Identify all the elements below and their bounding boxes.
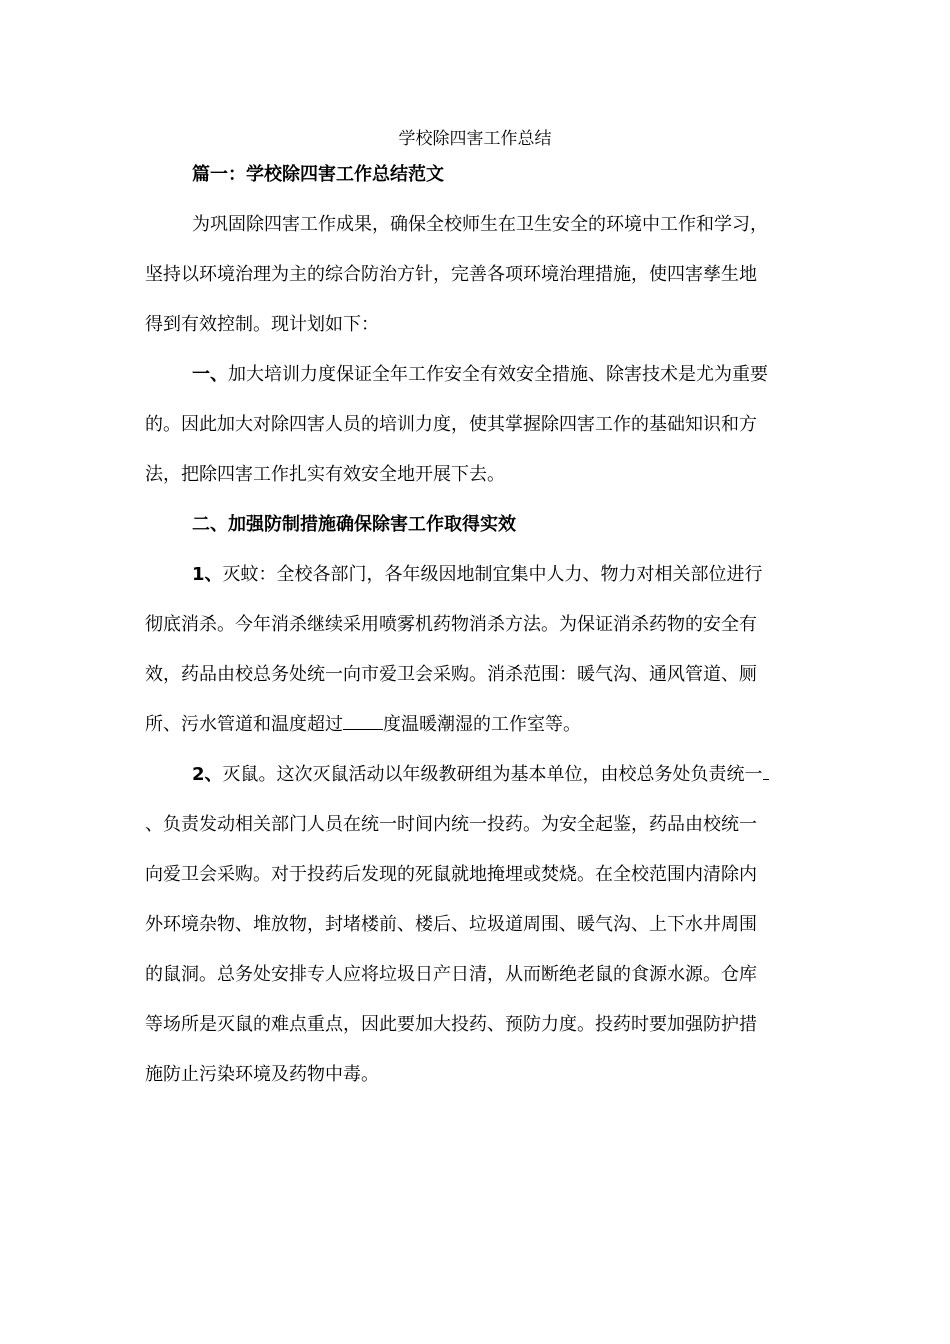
sub2-line-4: 外环境杂物、堆放物，封堵楼前、楼后、垃圾道周围、暖气沟、上下水井周围 xyxy=(145,914,757,935)
sub2-line-6: 等场所是灭鼠的难点重点，因此要加大投药、预防力度。投药时要加强防护措 xyxy=(145,1014,757,1035)
sub2-line-2: 、负责发动相关部门人员在统一时间内统一投药。为安全起鉴，药品由校统一 xyxy=(145,814,757,835)
trailing-underline xyxy=(763,763,769,780)
sub1-line-4 xyxy=(145,712,581,738)
item1-text-1: 加大培训力度保证全年工作安全有效安全措施、除害技术是尤为重要 xyxy=(228,364,768,385)
sub1-line-2: 彻底消杀。今年消杀继续采用喷雾机药物消杀方法。为保证消杀药物的安全有 xyxy=(145,614,757,635)
sub1-line-1 xyxy=(192,562,763,588)
document-title: 学校除四害工作总结 xyxy=(398,129,552,149)
section-heading: 篇一：学校除四害工作总结范文 xyxy=(192,164,444,185)
sub2-line-1 xyxy=(192,762,769,788)
sub2-label: 2、 xyxy=(192,764,223,785)
sub2-text-1: 灭鼠。这次灭鼠活动以年级教研组为基本单位，由校总务处负责统一 xyxy=(222,764,763,785)
item1-line-1 xyxy=(192,362,768,388)
intro-line-3: 得到有效控制。现计划如下： xyxy=(145,314,379,335)
item2-heading: 二、加强防制措施确保除害工作取得实效 xyxy=(192,514,516,535)
sub1-label: 1、 xyxy=(192,564,223,585)
sub2-line-5: 的鼠洞。总务处安排专人应将垃圾日产日清，从而断绝老鼠的食源水源。仓库 xyxy=(145,964,757,985)
intro-line-1: 为巩固除四害工作成果，确保全校师生在卫生安全的环境中工作和学习， xyxy=(192,214,768,235)
item1-line-2: 的。因此加大对除四害人员的培训力度，使其掌握除四害工作的基础知识和方 xyxy=(145,414,757,435)
sub2-line-7: 施防止污染环境及药物中毒。 xyxy=(145,1064,379,1085)
sub1-line-3: 效，药品由校总务处统一向市爱卫会采购。消杀范围：暖气沟、通风管道、厕 xyxy=(145,664,757,685)
blank-underline xyxy=(343,713,383,730)
item1-label: 一、 xyxy=(192,364,228,385)
sub1-last-before: 所、污水管道和温度超过 xyxy=(145,714,343,735)
sub1-last-after: 度温暖潮湿的工作室等。 xyxy=(383,714,581,735)
sub1-text-1: 灭蚊：全校各部门，各年级因地制宜集中人力、物力对相关部位进行 xyxy=(222,564,763,585)
item1-line-3: 法，把除四害工作扎实有效安全地开展下去。 xyxy=(145,464,505,485)
sub2-line-3: 向爱卫会采购。对于投药后发现的死鼠就地掩埋或焚烧。在全校范围内清除内 xyxy=(145,864,757,885)
intro-line-2: 坚持以环境治理为主的综合防治方针，完善各项环境治理措施，使四害孳生地 xyxy=(145,264,757,285)
